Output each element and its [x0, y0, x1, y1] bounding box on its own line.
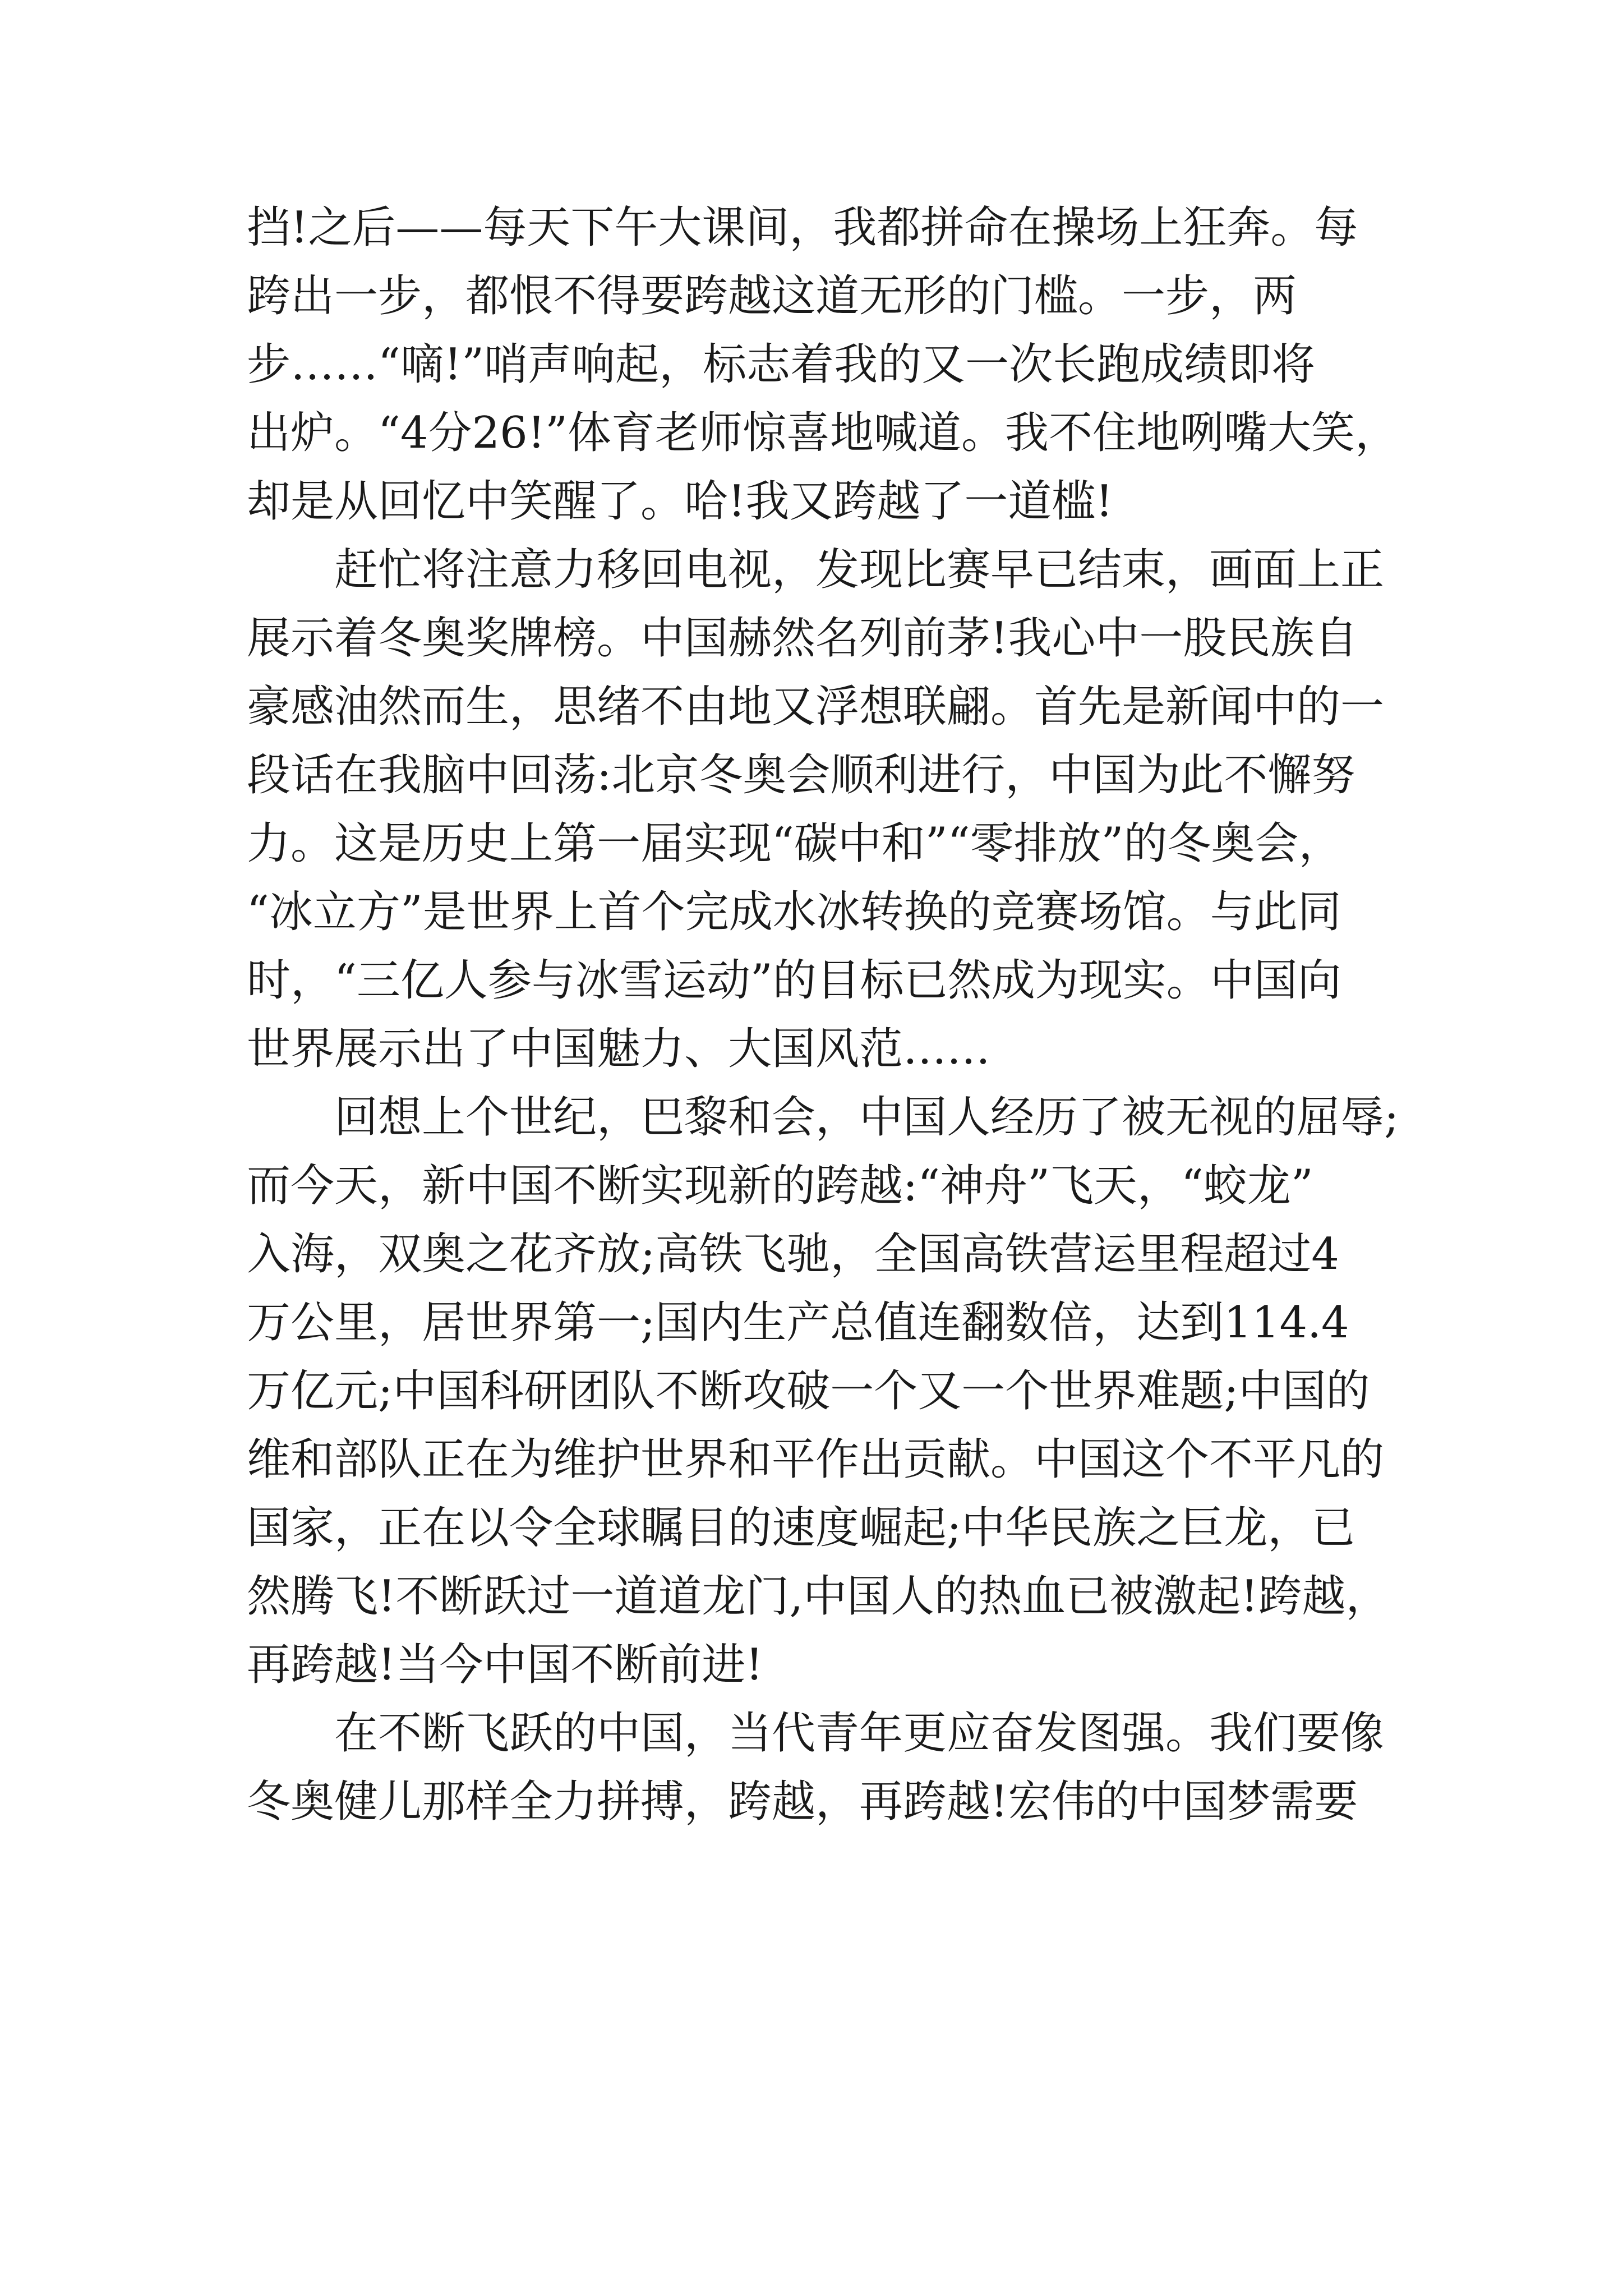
paragraph-line: 展示着冬奥奖牌榜。中国赫然名列前茅!我心中一股民族自 [247, 613, 1358, 664]
paragraph-2 [247, 536, 1424, 1083]
paragraph-line: 步……“嘀!”哨声响起，标志着我的又一次长跑成绩即将 [247, 339, 1316, 390]
paragraph-1 [247, 194, 1424, 536]
paragraph-line: 而今天，新中国不断实现新的跨越:“神舟”飞天，“蛟龙” [247, 1161, 1313, 1211]
paragraph-line: 国家，正在以令全球瞩目的速度崛起;中华民族之巨龙，已 [247, 1503, 1355, 1553]
paragraph-line: 在不断飞跃的中国，当代青年更应奋发图强。我们要像 [334, 1708, 1385, 1759]
paragraph-line: 挡!之后——每天下午大课间，我都拼命在操场上狂奔。每 [247, 203, 1358, 253]
paragraph-line: 却是从回忆中笑醒了。哈!我又跨越了一道槛! [247, 476, 1113, 527]
paragraph-line: 再跨越!当今中国不断前进! [247, 1640, 763, 1690]
paragraph-line: 冬奥健儿那样全力拼搏，跨越，再跨越!宏伟的中国梦需要 [247, 1777, 1358, 1827]
paragraph-line: 段话在我脑中回荡:北京冬奥会顺利进行，中国为此不懈努 [247, 750, 1355, 800]
paragraph-line: 跨出一步，都恨不得要跨越这道无形的门槛。一步，两 [247, 271, 1297, 321]
paragraph-line: 世界展示出了中国魅力、大国风范…… [247, 1024, 991, 1074]
paragraph-3 [247, 1083, 1424, 1699]
paragraph-line: 力。这是历史上第一届实现“碳中和”“零排放”的冬奥会， [247, 818, 1343, 869]
paragraph-line: 维和部队正在为维护世界和平作出贡献。中国这个不平凡的 [247, 1434, 1385, 1485]
paragraph-line: 然腾飞!不断跃过一道道龙门,中国人的热血已被激起!跨越， [247, 1571, 1390, 1622]
paragraph-line: 万公里，居世界第一;国内生产总值连翻数倍，达到114.4 [247, 1297, 1349, 1348]
paragraph-line: 回想上个世纪，巴黎和会，中国人经历了被无视的屈辱; [334, 1092, 1399, 1143]
article-body [247, 194, 1424, 1836]
paragraph-line: 豪感油然而生，思绪不由地又浮想联翩。首先是新闻中的一 [247, 682, 1385, 732]
paragraph-line: 时，“三亿人参与冰雪运动”的目标已然成为现实。中国向 [247, 955, 1341, 1006]
paragraph-line: 万亿元;中国科研团队不断攻破一个又一个世界难题;中国的 [247, 1366, 1370, 1416]
paragraph-line: “冰立方”是世界上首个完成水冰转换的竞赛场馆。与此同 [247, 887, 1341, 937]
paragraph-line: 入海，双奥之花齐放;高铁飞驰，全国高铁营运里程超过4 [247, 1229, 1339, 1280]
paragraph-line: 赶忙将注意力移回电视，发现比赛早已结束，画面上正 [334, 545, 1385, 595]
paragraph-4 [247, 1699, 1424, 1836]
paragraph-line: 出炉。“4分26!”体育老师惊喜地喊道。我不住地咧嘴大笑， [247, 408, 1399, 458]
